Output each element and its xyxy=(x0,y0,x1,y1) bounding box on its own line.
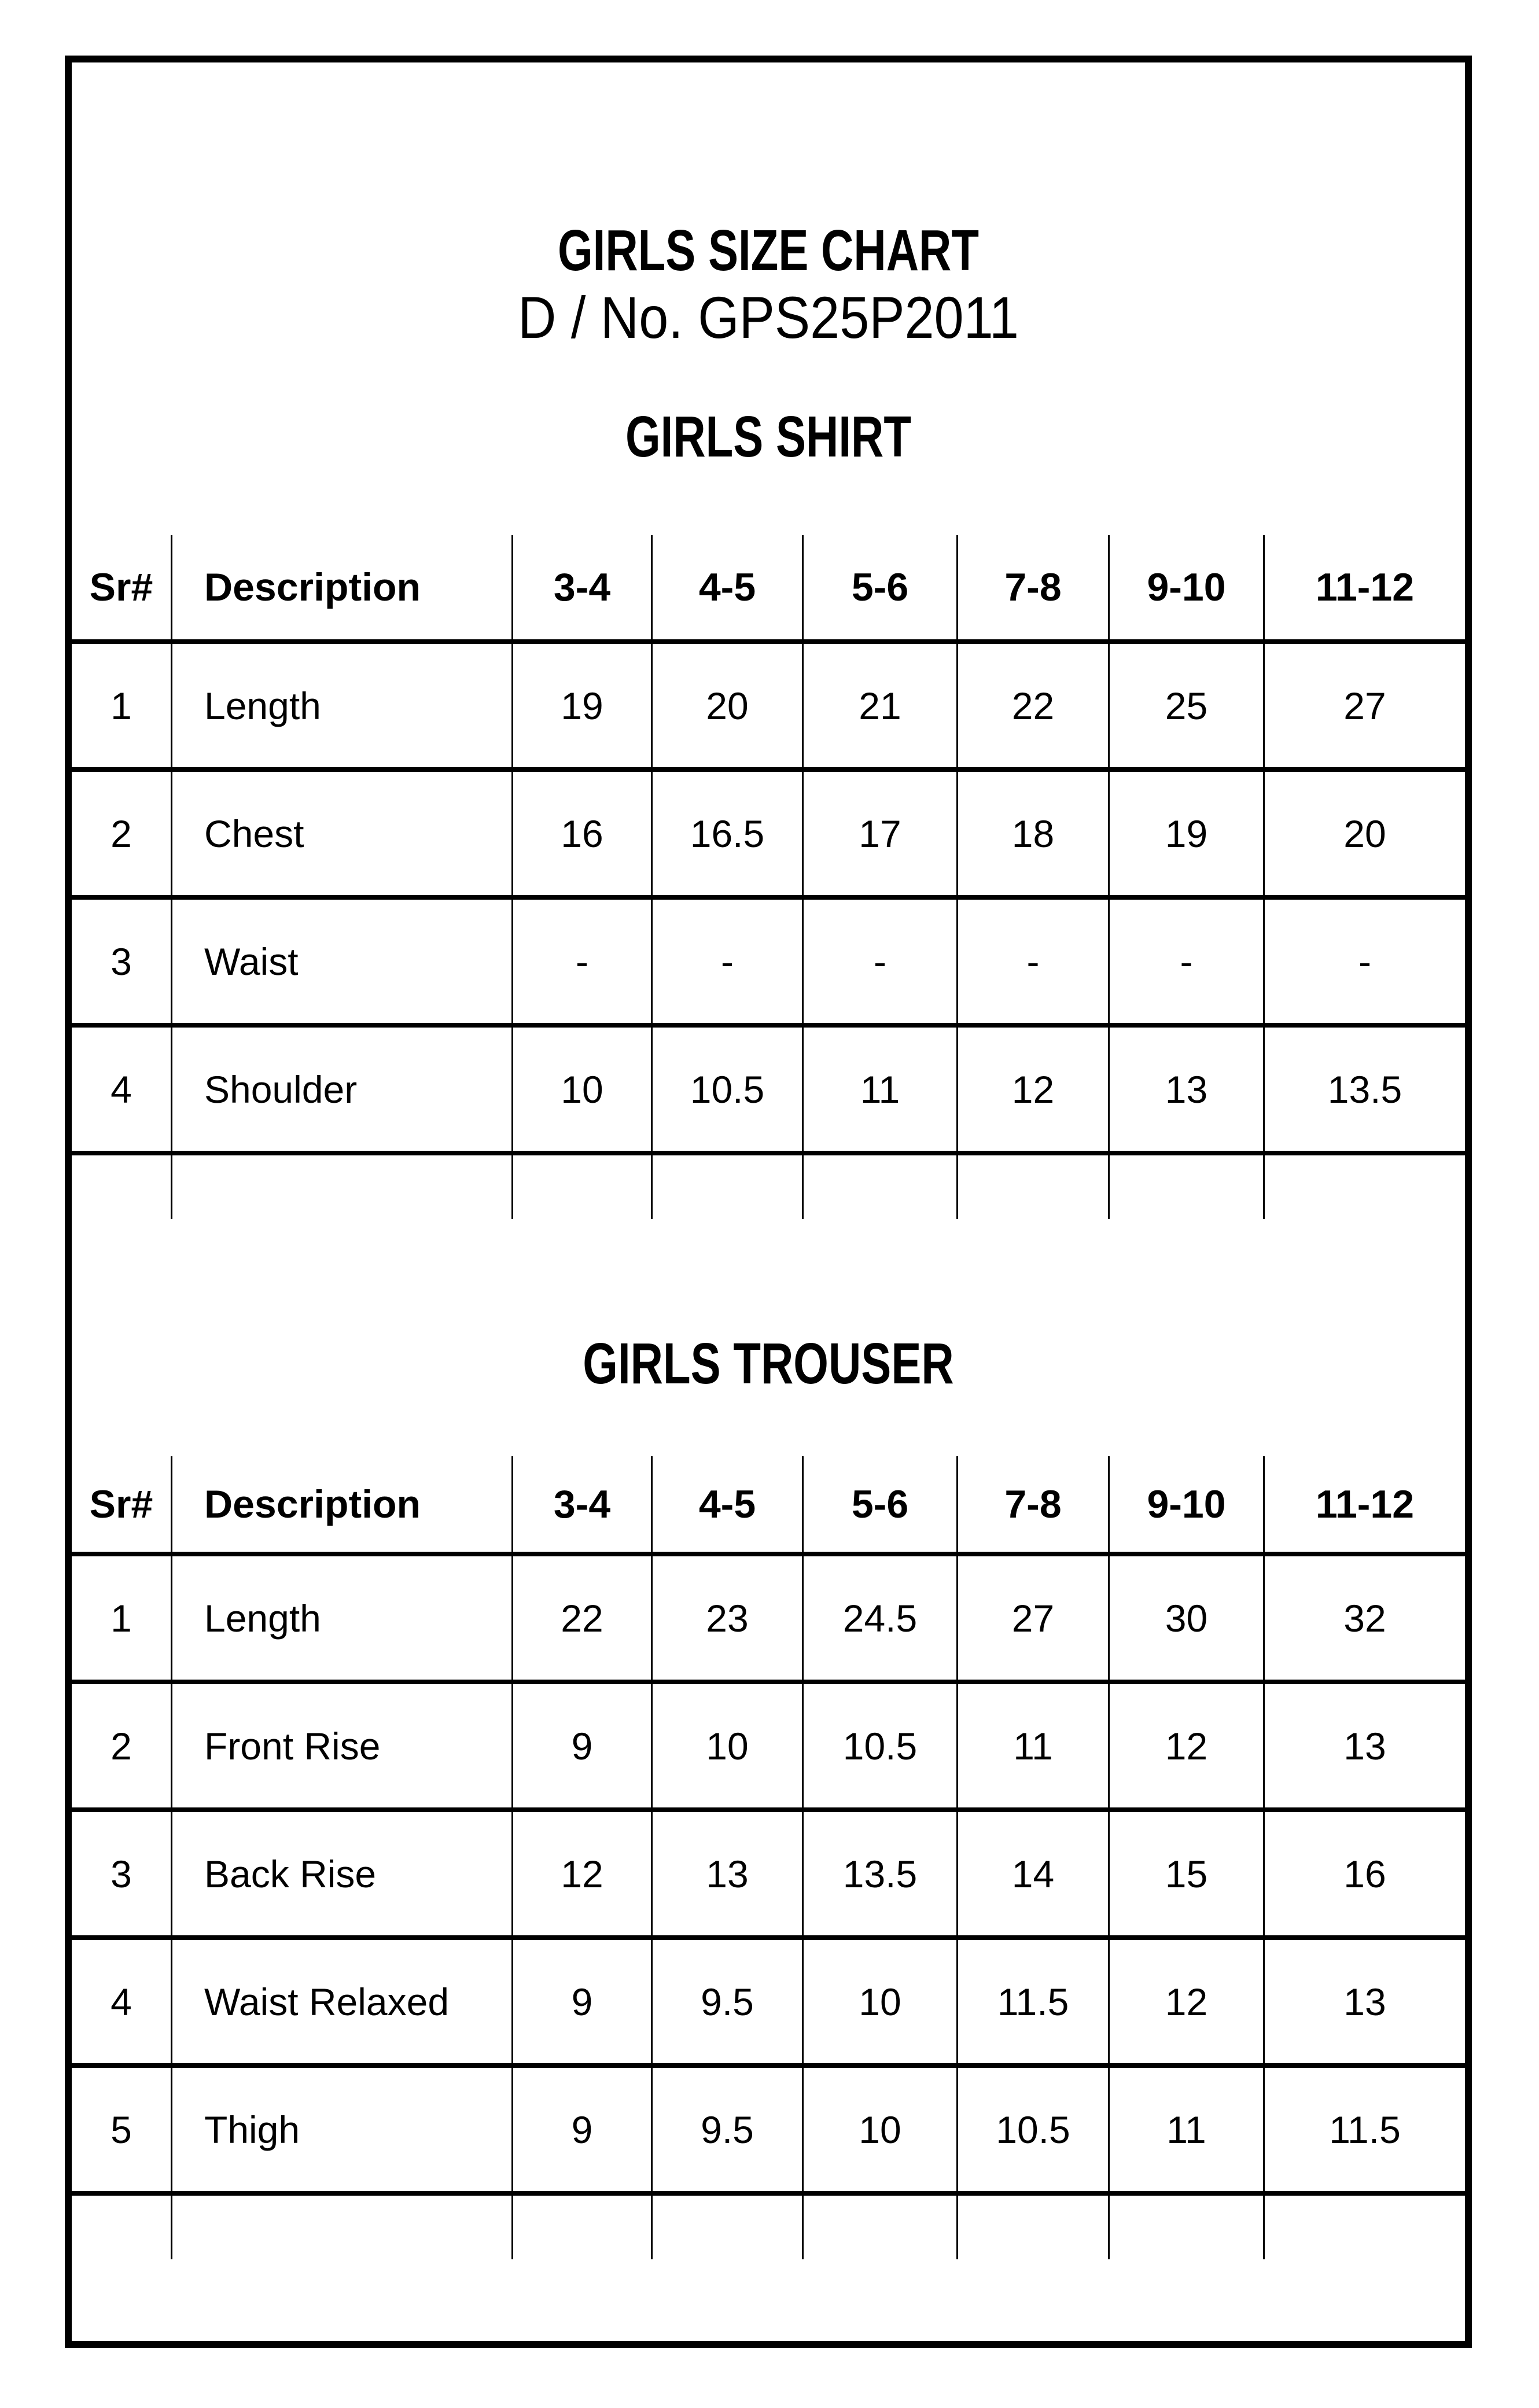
value-cell: 12 xyxy=(956,1028,1108,1151)
value-cell: 12 xyxy=(1108,1684,1263,1807)
value-cell: - xyxy=(1108,900,1263,1023)
value-cell: 17 xyxy=(802,772,956,895)
column-header-size-11-12: 11-12 xyxy=(1263,535,1465,639)
column-header-size-5-6: 5-6 xyxy=(802,1456,956,1552)
value-cell: 16.5 xyxy=(651,772,802,895)
value-cell: 27 xyxy=(956,1556,1108,1680)
empty-cell xyxy=(802,1155,956,1219)
value-cell: 13 xyxy=(1263,1684,1465,1807)
empty-cell xyxy=(1263,2196,1465,2259)
value-cell: 12 xyxy=(1108,1940,1263,2063)
description-cell: Length xyxy=(171,644,511,767)
page-title: GIRLS SIZE CHART xyxy=(557,218,980,283)
table-header-row xyxy=(72,1456,1465,1552)
value-cell: 20 xyxy=(651,644,802,767)
table-row-front-rise xyxy=(72,1680,1465,1807)
sr-cell: 5 xyxy=(111,2108,132,2151)
girls-shirt-table xyxy=(72,535,1465,1219)
empty-cell xyxy=(802,2196,956,2259)
value-cell: 16 xyxy=(1263,1812,1465,1935)
sr-cell: 3 xyxy=(111,1852,132,1895)
value-cell: - xyxy=(802,900,956,1023)
description-cell: Front Rise xyxy=(171,1684,511,1807)
column-header-size-7-8: 7-8 xyxy=(956,535,1108,639)
value-cell: - xyxy=(956,900,1108,1023)
empty-cell xyxy=(72,1155,171,1219)
description-cell: Back Rise xyxy=(171,1812,511,1935)
value-cell: 22 xyxy=(511,1556,651,1680)
table-row-chest xyxy=(72,767,1465,895)
value-cell: 12 xyxy=(511,1812,651,1935)
column-header-size-7-8: 7-8 xyxy=(956,1456,1108,1552)
value-cell: 25 xyxy=(1108,644,1263,767)
value-cell: 19 xyxy=(511,644,651,767)
table-row-shoulder xyxy=(72,1023,1465,1151)
value-cell: 9 xyxy=(511,1684,651,1807)
value-cell: 30 xyxy=(1108,1556,1263,1680)
empty-cell xyxy=(651,1155,802,1219)
description-cell: Waist xyxy=(171,900,511,1023)
table-row-waist-relaxed xyxy=(72,1935,1465,2063)
value-cell: 10 xyxy=(802,2068,956,2191)
value-cell: 9 xyxy=(511,1940,651,2063)
value-cell: 27 xyxy=(1263,644,1465,767)
value-cell: 13.5 xyxy=(802,1812,956,1935)
empty-cell xyxy=(1108,2196,1263,2259)
value-cell: 13 xyxy=(1263,1940,1465,2063)
empty-cell xyxy=(511,2196,651,2259)
table-row-length xyxy=(72,1552,1465,1680)
sr-cell: 1 xyxy=(111,1596,132,1640)
value-cell: 11 xyxy=(802,1028,956,1151)
value-cell: 10 xyxy=(802,1940,956,2063)
column-header-size-9-10: 9-10 xyxy=(1108,1456,1263,1552)
value-cell: 13 xyxy=(1108,1028,1263,1151)
value-cell: 10.5 xyxy=(802,1684,956,1807)
value-cell: 21 xyxy=(802,644,956,767)
empty-cell xyxy=(171,2196,511,2259)
empty-cell xyxy=(956,2196,1108,2259)
value-cell: 10 xyxy=(651,1684,802,1807)
table-row-thigh xyxy=(72,2063,1465,2191)
empty-cell xyxy=(1108,1155,1263,1219)
column-header-size-5-6: 5-6 xyxy=(802,535,956,639)
column-header-size-3-4: 3-4 xyxy=(511,1456,651,1552)
value-cell: 11 xyxy=(956,1684,1108,1807)
page-border xyxy=(65,56,1472,2348)
value-cell: 9.5 xyxy=(651,1940,802,2063)
empty-cell xyxy=(651,2196,802,2259)
empty-cell xyxy=(72,2196,171,2259)
sr-cell: 4 xyxy=(111,1067,132,1111)
girls-trouser-table xyxy=(72,1456,1465,2259)
sr-cell: 2 xyxy=(111,812,132,855)
value-cell: 15 xyxy=(1108,1812,1263,1935)
empty-cell xyxy=(171,1155,511,1219)
table-empty-row xyxy=(72,1151,1465,1219)
value-cell: 11.5 xyxy=(956,1940,1108,2063)
value-cell: 13.5 xyxy=(1263,1028,1465,1151)
value-cell: 32 xyxy=(1263,1556,1465,1680)
value-cell: 20 xyxy=(1263,772,1465,895)
value-cell: 10.5 xyxy=(956,2068,1108,2191)
sr-cell: 1 xyxy=(111,684,132,727)
value-cell: 19 xyxy=(1108,772,1263,895)
section-title-girls-trouser: GIRLS TROUSER xyxy=(583,1331,954,1396)
value-cell: - xyxy=(511,900,651,1023)
column-header-sr: Sr# xyxy=(89,565,153,609)
empty-cell xyxy=(1263,1155,1465,1219)
value-cell: 11 xyxy=(1108,2068,1263,2191)
value-cell: 10 xyxy=(511,1028,651,1151)
table-row-waist xyxy=(72,895,1465,1023)
sr-cell: 3 xyxy=(111,940,132,983)
value-cell: - xyxy=(651,900,802,1023)
value-cell: 18 xyxy=(956,772,1108,895)
section-title-girls-shirt: GIRLS SHIRT xyxy=(625,404,912,469)
empty-cell xyxy=(511,1155,651,1219)
value-cell: 16 xyxy=(511,772,651,895)
value-cell: 24.5 xyxy=(802,1556,956,1680)
table-empty-row xyxy=(72,2191,1465,2259)
column-header-size-3-4: 3-4 xyxy=(511,535,651,639)
value-cell: - xyxy=(1263,900,1465,1023)
value-cell: 10.5 xyxy=(651,1028,802,1151)
value-cell: 22 xyxy=(956,644,1108,767)
column-header-size-4-5: 4-5 xyxy=(651,535,802,639)
column-header-size-4-5: 4-5 xyxy=(651,1456,802,1552)
column-header-description: Description xyxy=(171,1456,511,1552)
description-cell: Waist Relaxed xyxy=(171,1940,511,2063)
column-header-size-11-12: 11-12 xyxy=(1263,1456,1465,1552)
value-cell: 13 xyxy=(651,1812,802,1935)
value-cell: 11.5 xyxy=(1263,2068,1465,2191)
empty-cell xyxy=(956,1155,1108,1219)
description-cell: Thigh xyxy=(171,2068,511,2191)
table-row-back-rise xyxy=(72,1807,1465,1935)
sr-cell: 2 xyxy=(111,1724,132,1768)
column-header-size-9-10: 9-10 xyxy=(1108,535,1263,639)
description-cell: Chest xyxy=(171,772,511,895)
column-header-description: Description xyxy=(171,535,511,639)
value-cell: 14 xyxy=(956,1812,1108,1935)
design-number: D / No. GPS25P2011 xyxy=(518,285,1019,351)
value-cell: 9.5 xyxy=(651,2068,802,2191)
table-header-row xyxy=(72,535,1465,639)
value-cell: 23 xyxy=(651,1556,802,1680)
value-cell: 9 xyxy=(511,2068,651,2191)
column-header-sr: Sr# xyxy=(89,1482,153,1526)
description-cell: Shoulder xyxy=(171,1028,511,1151)
sr-cell: 4 xyxy=(111,1980,132,2023)
table-row-length xyxy=(72,639,1465,767)
description-cell: Length xyxy=(171,1556,511,1680)
